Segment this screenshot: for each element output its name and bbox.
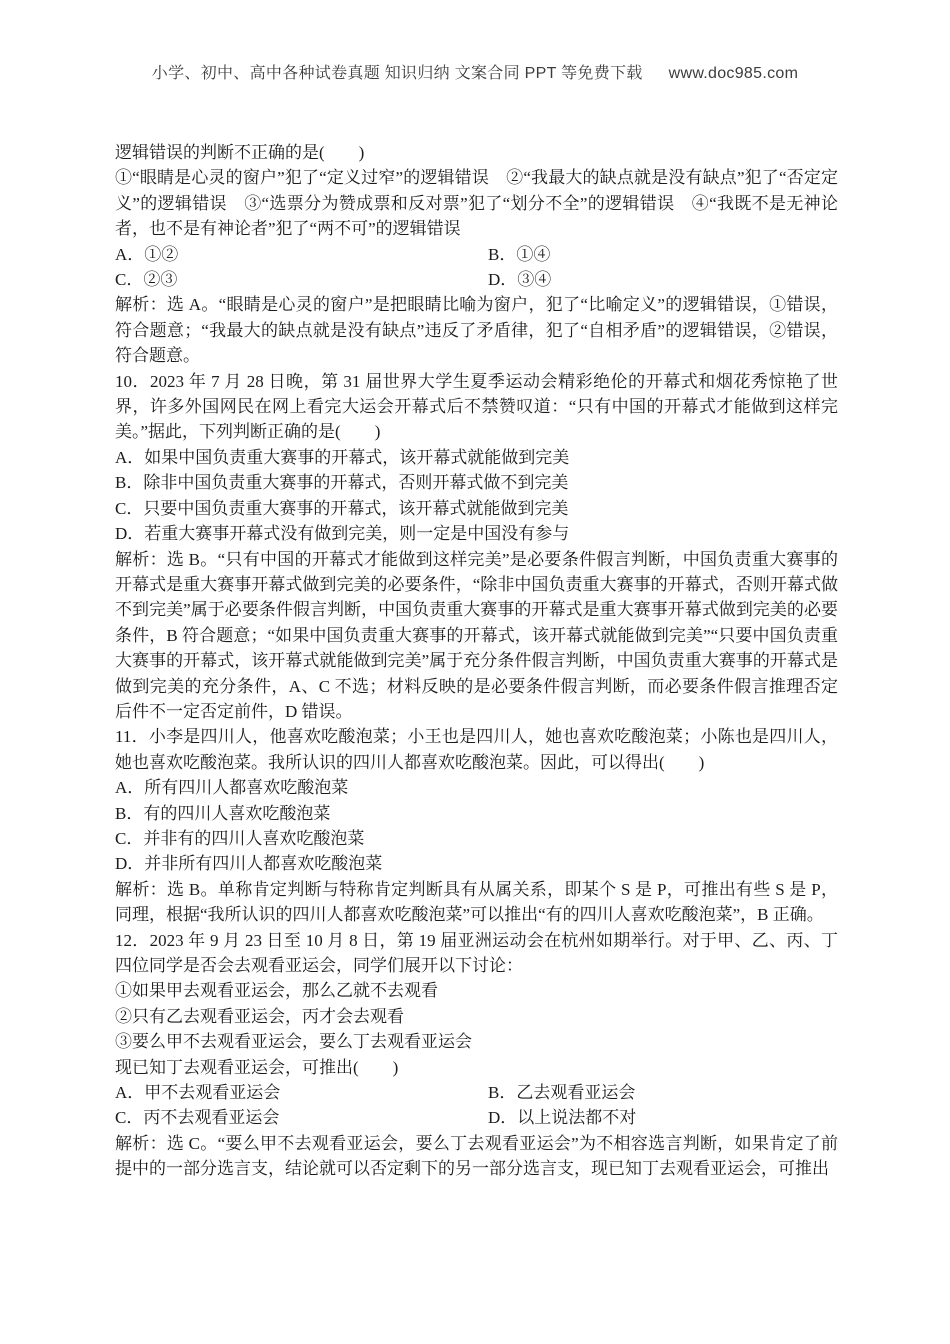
question-9-choices-row [115,267,838,292]
option-cell: D．以上说法都不对 [488,1108,637,1128]
question-12-discussion-3: ③要么甲不去观看亚运会，要么丁去观看亚运会 [115,1032,472,1052]
question-12-discussion-2: ②只有乙去观看亚运会，丙才会去观看 [115,1006,404,1026]
question-10-stem: 10．2023 年 7 月 28 日晚，第 31 届世界大学生夏季运动会精彩绝伦的开幕式和烟花秀惊艳了世界，许多外国网民在网上看完大运会开幕式后不禁赞叹道：“只有中国的开幕式才能做到这样完美。”据此，下列判断正确的是( ) [115,371,838,442]
option-cell: C．②③ [115,270,178,290]
question-10-choices-line: C．只要中国负责重大赛事的开幕式，该开幕式就能做到完美 [115,498,569,518]
question-11-stem: 11．小李是四川人，他喜欢吃酸泡菜；小王也是四川人，她也喜欢吃酸泡菜；小陈也是四川人，她也喜欢吃酸泡菜。我所认识的四川人都喜欢吃酸泡菜。因此，可以得出( ) [115,727,838,772]
option-cell: A．①② [115,244,179,264]
question-11-choices-line: B．有的四川人喜欢吃酸泡菜 [115,803,331,823]
site-watermark-header [0,60,950,83]
option-cell: A．甲不去观看亚运会 [115,1083,281,1103]
question-9-choices-row [115,242,838,267]
watermark-text: 小学、初中、高中各种试卷真题 知识归纳 文案合同 PPT 等免费下载 [151,65,643,82]
option-cell: B．乙去观看亚运会 [488,1083,636,1103]
question-11-choices-line: C．并非有的四川人喜欢吃酸泡菜 [115,828,365,848]
question-10-choices-line: D．若重大赛事开幕式没有做到完美，则一定是中国没有参与 [115,524,570,544]
question-11-analysis: 解析：选 B。单称肯定判断与特称肯定判断具有从属关系，即某个 S 是 P，可推出有些 S 是 P，同理，根据“我所认识的四川人都喜欢吃酸泡菜”可以推出“有的四川人喜欢吃酸泡菜”，B 正确。 [115,879,838,925]
option-cell: C．丙不去观看亚运会 [115,1108,280,1128]
question-12-analysis: 解析：选 C。“要么甲不去观看亚运会，要么丁去观看亚运会”为不相容选言判断，如果肯定了前提中的一部分选言支，结论就可以否定剩下的另一部分选言支，现已知丁去观看亚运会，可推出 [115,1133,838,1179]
question-12-stem: 12．2023 年 9 月 23 日至 10 月 8 日，第 19 届亚洲运动会在杭州如期举行。对于甲、乙、丙、丁四位同学是否会去观看亚运会，同学们展开以下讨论： [115,930,838,975]
question-12-prompt: 现已知丁去观看亚运会，可推出( ) [115,1057,399,1077]
question-9-numbered-items: ①“眼睛是心灵的窗户”犯了“定义过窄”的逻辑错误 ②“我最大的缺点就是没有缺点”犯了“否定定义”的逻辑错误 ③“选票分为赞成票和反对票”犯了“划分不全”的逻辑错误 ④“我既不是无神论者，也不是有神论者”犯了“两不可”的逻辑错误 [115,168,838,239]
question-11-choices-line: A．所有四川人都喜欢吃酸泡菜 [115,778,349,798]
question-11-choices-line: D．并非所有四川人都喜欢吃酸泡菜 [115,854,383,874]
option-cell: D．③④ [488,270,552,290]
question-10-choices-line: B．除非中国负责重大赛事的开幕式，否则开幕式做不到完美 [115,473,569,493]
question-10-choices-line: A．如果中国负责重大赛事的开幕式，该开幕式就能做到完美 [115,447,570,467]
watermark-url: www.doc985.com [668,65,799,82]
option-cell: B．①④ [488,244,551,264]
question-12-choices-row [115,1080,838,1105]
question-12-choices-row [115,1105,838,1130]
question-12-discussion-1: ①如果甲去观看亚运会，那么乙就不去观看 [115,981,438,1001]
document-body [115,140,838,1182]
question-9-analysis: 解析：选 A。“眼睛是心灵的窗户”是把眼睛比喻为窗户，犯了“比喻定义”的逻辑错误，①错误，符合题意；“我最大的缺点就是没有缺点”违反了矛盾律，犯了“自相矛盾”的逻辑错误，②错误，符合题意。 [115,295,838,366]
question-9-stem-tail: 逻辑错误的判断不正确的是( ) [115,143,365,162]
question-10-analysis: 解析：选 B。“只有中国的开幕式才能做到这样完美”是必要条件假言判断，中国负责重大赛事的开幕式是重大赛事开幕式做到完美的必要条件，“除非中国负责重大赛事的开幕式，否则开幕式做不到完美”属于必要条件假言判断，中国负责重大赛事的开幕式是重大赛事开幕式做到完美的必要条件，B 符合题意；“如果中国负责重大赛事的开幕式，该开幕式就能做到完美”“只要中国负责重大赛事的开幕式，该开幕式就能做到完美”属于充分条件假言判断，中国负责重大赛事的开幕式是做到完美的充分条件，A、C 不选；材料反映的是必要条件假言判断，而必要条件假言推理否定后件不一定否定前件，D 错误。 [115,549,838,721]
